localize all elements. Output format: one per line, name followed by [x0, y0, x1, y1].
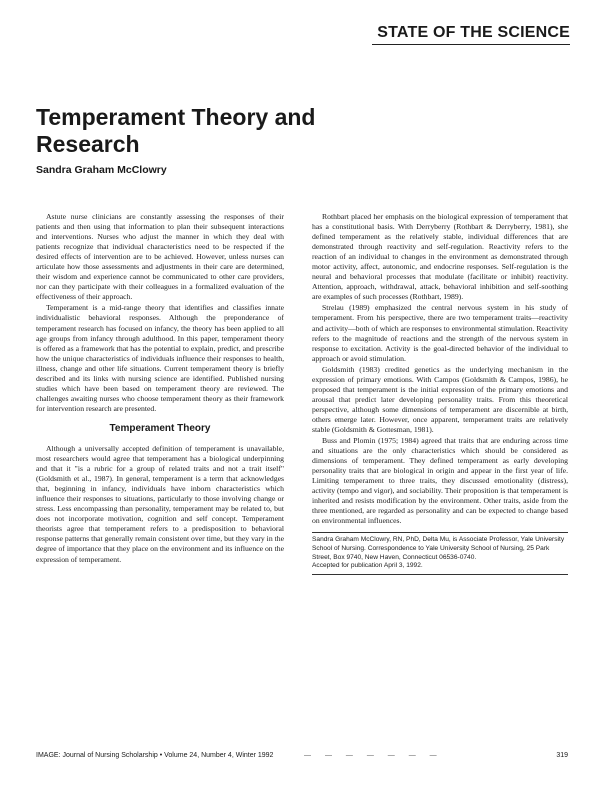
abstract-paragraph-1: Astute nurse clinicians are constantly assessing the responses of their patients and then using that information to plan their subsequent interactions and interventions. Nurses who adjust the manner in which they deal with patients recognize that individual characteristics need to be respected if the desired effects of intervention are to be achieved. However, unless nurses can articulate how those assessments and adjustments in their care are determined, their wisdom and experience cannot be communicated to other care providers, nor can they participate with their colleagues in a formalized evaluation of the effectiveness of their approach. — [36, 212, 284, 302]
journal-citation: IMAGE: Journal of Nursing Scholarship • Volume 24, Number 4, Winter 1992 — [36, 752, 274, 759]
body-paragraph-buss-plomin: Buss and Plomin (1975; 1984) agreed that traits that are enduring across time and situations are the only characteristics which should be considered as dimensions of temperament. They defined temperament as early developing personality traits that are biological in origin and appear in the first year of life. Limiting temperament to three traits, they discussed emotionality (distress), activity (tempo and vigor), and sociability. Their proposition is that temperament is inherited and resists modification by the environment. Other traits, aside from the three mentioned, are regarded as personality and can be expected to change based on environmental influences. — [312, 436, 568, 526]
section-label: STATE OF THE SCIENCE — [377, 24, 570, 41]
section-rule — [372, 44, 570, 45]
footer-dashes: — — — — — — — — [304, 752, 443, 759]
body-paragraph-rothbart: Rothbart placed her emphasis on the biological expression of temperament that has a constitutional basis. With Derryberry (Rothbart & Derryberry, 1981), she defined temperament as the relatively stable, individual differences that are demonstrated through reactivity and self-regulation. Reactivity refers to the reaction of an individual to changes in the environment as demonstrated through motor activity, affect, autonomic, and endocrine responses. Self-regulation is the neural and behavioral processes that modulate (facilitate or inhibit) reactivity. Attention, approach, withdrawal, attack, behavioral inhibition and self-soothing are examples of such processes (Rothbart, 1989). — [312, 212, 568, 302]
body-paragraph-1: Although a universally accepted definition of temperament is unavailable, most researchers would agree that temperament has a biological underpinning and that it "is a rubric for a group of related traits and not a trait itself" (Goldsmith et al., 1987). In general, temperament is a term that acknowledges that, beginning in infancy, individuals have inborn characteristics which influence their responses to situations, particularly to those involving change or stress. Less encompassing than personality, temperament may be related to, but does not incorporate motivation, cognition and self concept. Temperament theorists agree that temperament refers to a predisposition to behavioral response patterns that generally remain consistent over time, but they vary in the degree of importance that they place on the environment and its influence on the expression of temperament. — [36, 443, 284, 564]
page-number: 319 — [556, 752, 568, 759]
abstract-paragraph-2: Temperament is a mid-range theory that identifies and classifies innate individualistic behavioral responses. Although the preponderance of temperament research has focused on infancy, the theory has been applied to all age groups from infancy through adulthood. In this paper, temperament theory is offered as a framework that has the potential to explain, predict, and prescribe how the unique characteristics of individuals influence their responses to health, illness, change and other life situations. Current temperament theory is briefly described and its links with nursing science are identified. Published nursing studies which have been based on temperament theory are reviewed. The challenges awaiting nurses who choose temperament theory as their framework for intervention research are presented. — [36, 303, 284, 413]
author-affiliation: Sandra Graham McClowry, RN, PhD, Delta Mu, is Associate Professor, Yale University School of Nursing. Correspondence to Yale University School of Nursing, 25 Park Street, Box 9740, New Haven, Connecticut 06536-0740. — [312, 536, 565, 561]
left-column — [36, 212, 284, 566]
body-paragraph-goldsmith: Goldsmith (1983) credited genetics as the underlying mechanism in the expression of primary emotions. With Campos (Goldsmith & Campos, 1986), he proposed that temperament is the initial expression of the primary emotions and arousal that predict later developing personality traits. From this theoretical perspective, although some dimensions of temperament are discernible at birth, others emerge later. However, once apparent, temperament traits are relatively stable (Goldsmith & Gottesman, 1981). — [312, 364, 568, 434]
body-paragraph-strelau: Strelau (1989) emphasized the central nervous system in his study of temperament. From his perspective, there are two temperament traits—reactivity and activity—both of which are responses to environmental stimulation. Reactivity refers to the magnitude of reactions and the strength of the nervous system in response to excitation. Activity is the goal-directed behavior of the individual to approach or avoid stimulation. — [312, 303, 568, 363]
author-affiliation-box — [312, 532, 568, 574]
article-title: Temperament Theory and Research — [36, 104, 316, 157]
section-heading: Temperament Theory — [109, 422, 211, 434]
article-author: Sandra Graham McClowry — [36, 164, 167, 176]
accepted-date: Accepted for publication April 3, 1992. — [312, 562, 423, 570]
right-column — [312, 212, 568, 575]
